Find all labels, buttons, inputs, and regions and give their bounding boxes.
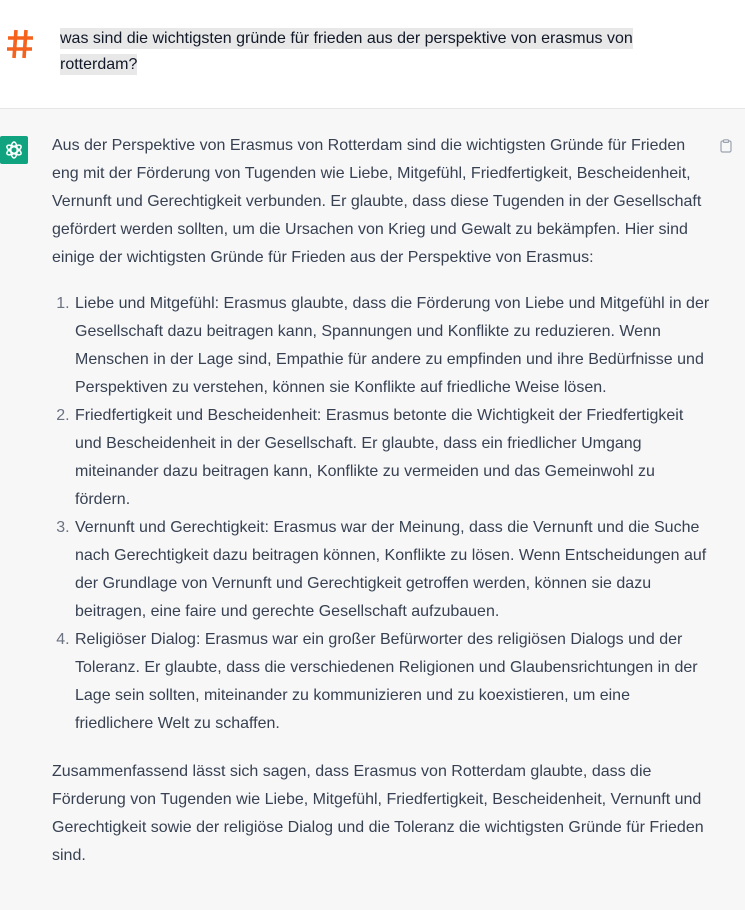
reasons-list [52, 290, 712, 738]
assistant-message-row [0, 109, 745, 910]
hash-avatar-icon [6, 24, 34, 64]
chatgpt-logo-icon [4, 140, 24, 160]
list-item: 4. Religiöser Dialog: Erasmus war ein großer Befürworter des religiösen Dialogs und der Toleranz. Er glaubte, dass die verschiedenen Religionen und Glaubensrichtungen in der Lage sein sollten, miteinander zu kommunizieren und zu koexistieren, um eine friedlichere Welt zu schaffen. [74, 626, 712, 738]
answer-conclusion: Zusammenfassend lässt sich sagen, dass Erasmus von Rotterdam glaubte, dass die Förderung von Tugenden wie Liebe, Mitgefühl, Friedfertigkeit, Bescheidenheit, Vernunft und Gerechtigkeit sowie der religiöse Dialog und die Toleranz die wichtigsten Gründe für Frieden sind. [52, 763, 704, 864]
answer-intro: Aus der Perspektive von Erasmus von Rotterdam sind die wichtigsten Gründe für Frieden eng mit der Förderung von Tugenden wie Liebe, Mitgefühl, Friedfertigkeit, Bescheidenheit, Vernunft und Gerechtigkeit verbunden. Er glaubte, dass diese Tugenden in der Gesellschaft gefördert werden sollten, um die Ursachen von Krieg und Gewalt zu bekämpfen. Hier sind einige der wichtigsten Gründe für Frieden aus der Perspektive von Erasmus: [52, 137, 702, 266]
assistant-message [52, 132, 712, 870]
list-item: 1. Liebe und Mitgefühl: Erasmus glaubte, dass die Förderung von Liebe und Mitgefühl in der Gesellschaft dazu beitragen kann, Spannungen und Konflikte zu reduzieren. Wenn Menschen in der Lage sind, Empathie für andere zu empfinden und ihre Bedürfnisse und Perspektiven zu verstehen, können sie Konflikte auf friedliche Weise lösen. [74, 290, 712, 402]
user-message-row [0, 0, 745, 109]
list-item: 3. Vernunft und Gerechtigkeit: Erasmus war der Meinung, dass die Vernunft und die Suche nach Gerechtigkeit dazu beitragen können, Konflikte zu lösen. Wenn Entscheidungen auf der Grundlage von Vernunft und Gerechtigkeit getroffen werden, können sie dazu beitragen, eine faire und gerechte Gesellschaft aufzubauen. [74, 514, 712, 626]
chatgpt-avatar [0, 136, 28, 164]
clipboard-icon[interactable] [719, 139, 733, 153]
list-item: 2. Friedfertigkeit und Bescheidenheit: Erasmus betonte die Wichtigkeit der Friedfertigkeit und Bescheidenheit in der Gesellschaft. Er glaubte, dass ein friedlicher Umgang miteinander dazu beitragen kann, Konflikte zu vermeiden und das Gemeinwohl zu fördern. [74, 402, 712, 514]
user-message [60, 26, 640, 78]
user-message-text: was sind die wichtigsten gründe für frieden aus der perspektive von erasmus von rotterdam? [60, 30, 633, 73]
